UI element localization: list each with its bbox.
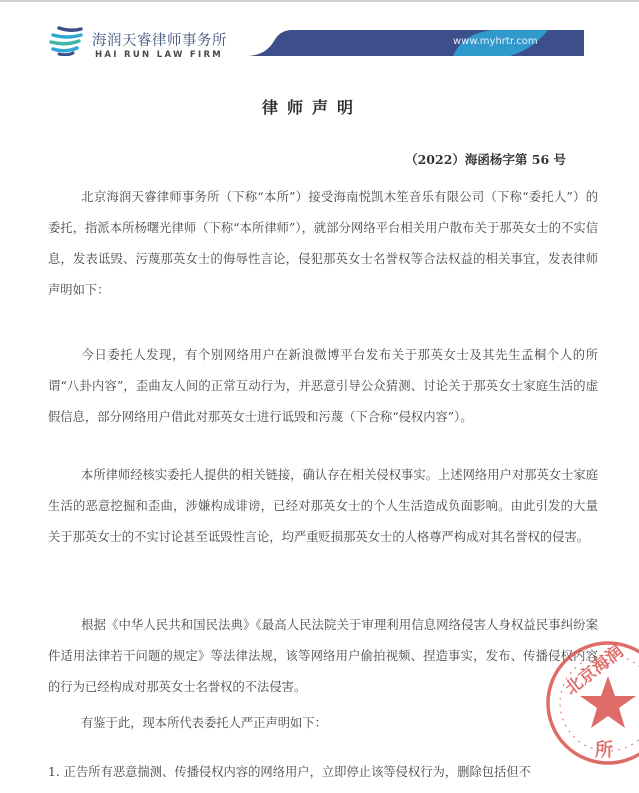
document-number: （2022）海函杨字第 56 号: [405, 152, 566, 167]
official-seal: [543, 638, 639, 768]
paragraph-item-1: [48, 757, 598, 788]
paragraph-legal-basis: [48, 610, 598, 703]
seal-text-top: 北京海润: [561, 641, 628, 700]
paragraph-declaration: [48, 708, 598, 739]
document-title: 律师声明: [262, 98, 363, 117]
paragraph-text: 本所律师经核实委托人提供的相关链接，确认存在相关侵权事实。上述网络用户对那英女士家庭生活的恶意挖掘和歪曲，涉嫌构成诽谤，已经对那英女士的个人生活造成负面影响。由此引发的大量关于那英女士的不实讨论甚至诋毁性言论，均严重贬损那英女士的人格尊严构成对其名誉权的侵害。: [48, 468, 598, 544]
paragraph-text: 今日委托人发现，有个别网络用户在新浪微博平台发布关于那英女士及其先生孟桐个人的所谓“八卦内容”，歪曲友人间的正常互动行为，并恶意引导公众猜测、讨论关于那英女士家庭生活的虚假信息，部分网络用户借此对那英女士进行诋毁和污蔑（下合称“侵权内容”）。: [48, 348, 598, 424]
firm-name-en: HAI RUN LAW FIRM: [95, 50, 224, 60]
paragraph-text: 有鉴于此，现本所代表委托人严正声明如下：: [81, 716, 327, 730]
firm-name-cn: 海润天睿律师事务所: [92, 33, 227, 49]
paragraph-intro: [48, 182, 598, 306]
paragraph-text: 北京海润天睿律师事务所（下称“本所”）接受海南悦凯木笙音乐有限公司（下称“委托人”）的委托，指派本所杨曙光律师（下称“本所律师”），就部分网络平台相关用户散布关于那英女士的不实信息，发表诋毁、污蔑那英女士的侮辱性言论，侵犯那英女士名誉权等合法权益的相关事宜，发表律师声明如下：: [48, 190, 598, 297]
paragraph-discovery: [48, 340, 598, 433]
paragraph-text: 根据《中华人民共和国民法典》《最高人民法院关于审理利用信息网络侵害人身权益民事纠纷案件适用法律若干问题的规定》等法律法规，该等网络用户偷拍视频、捏造事实，发布、传播侵权内容的行为已经构成对那英女士名誉权的不法侵害。: [48, 618, 598, 694]
seal-text-bottom: 所: [595, 740, 613, 761]
firm-logo-icon: [49, 26, 85, 56]
paragraph-verification: [48, 460, 598, 553]
paragraph-text: 1. 正告所有恶意揣测、传播侵权内容的网络用户，立即停止该等侵权行为，删除包括但不: [48, 765, 531, 779]
letterhead: [0, 0, 639, 80]
website-link[interactable]: www.myhrtr.com: [453, 36, 538, 47]
